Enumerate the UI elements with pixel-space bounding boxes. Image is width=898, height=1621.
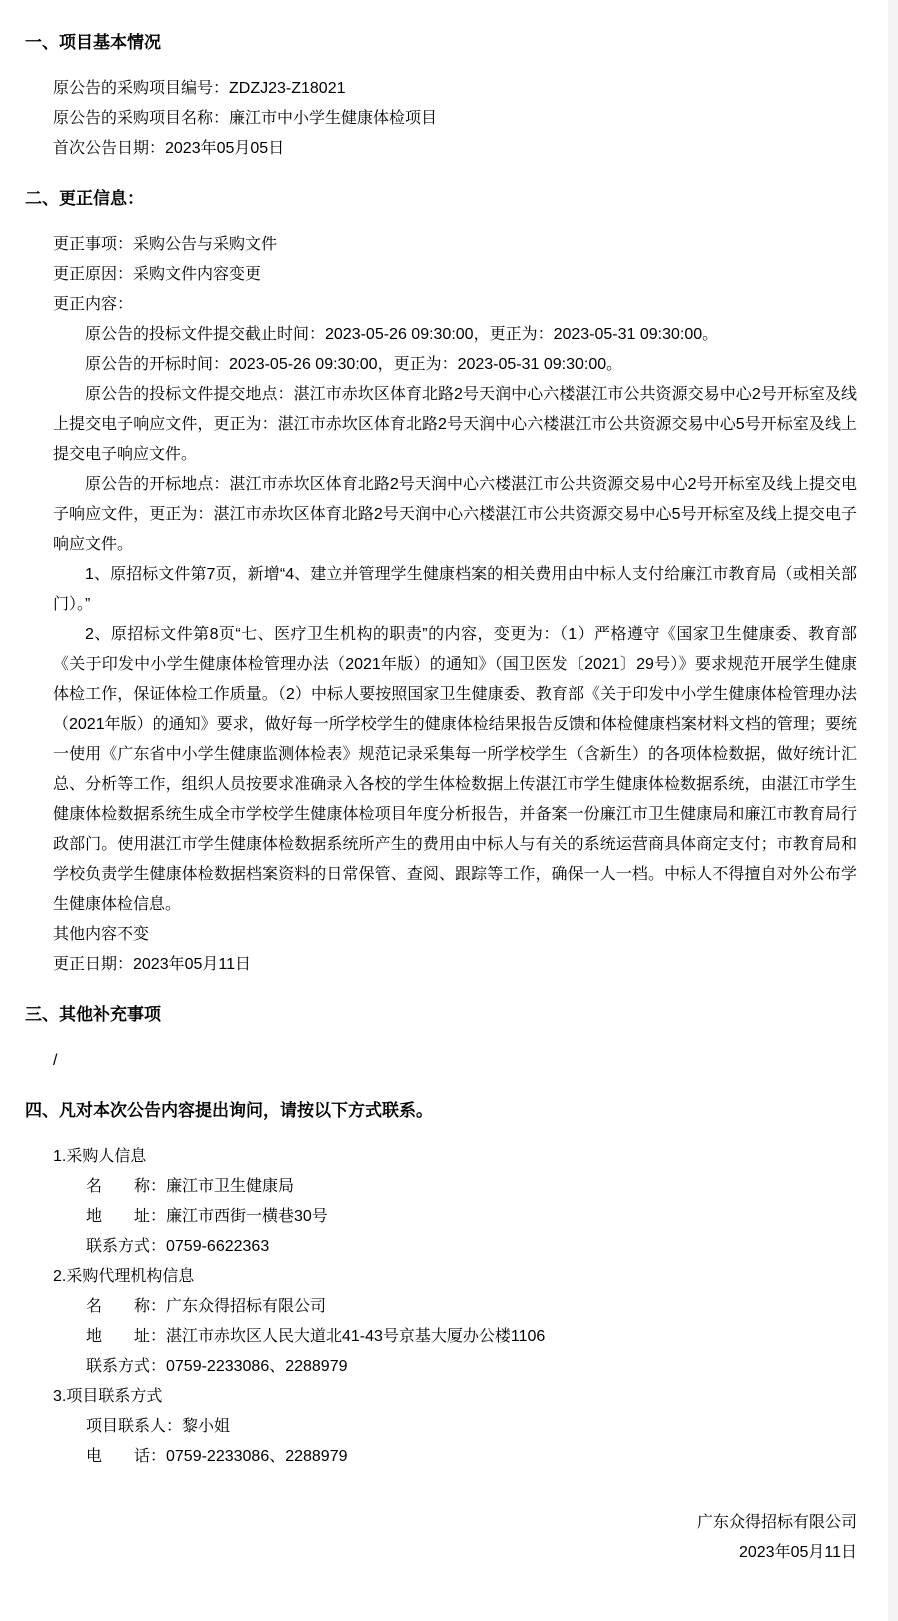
contact-detail: 项目联系人：黎小姐	[86, 1418, 231, 1435]
paragraph: /	[53, 1052, 58, 1069]
paragraph: 更正事项：采购公告与采购文件	[53, 236, 278, 253]
paragraph: 原公告的采购项目名称：廉江市中小学生健康体检项目	[53, 110, 438, 127]
paragraph: 原公告的投标文件提交地点：湛江市赤坎区体育北路2号天润中心六楼湛江市公共资源交易中心2号开标室及线上提交电子响应文件，更正为：湛江市赤坎区体育北路2号天润中心六楼湛江市公共资源交易中心5号开标室及线上提交电子响应文件。	[53, 386, 857, 463]
paragraph: 更正内容：	[53, 296, 134, 313]
section-heading: 四、凡对本次公告内容提出询问，请按以下方式联系。	[25, 1101, 433, 1120]
contact-group-title: 1.采购人信息	[53, 1148, 147, 1165]
paragraph: 1、原招标文件第7页，新增“4、建立并管理学生健康档案的相关费用由中标人支付给廉江市教育局（或相关部门）。”	[53, 566, 857, 613]
signature-date: 2023年05月11日	[738, 1544, 857, 1561]
paragraph: 更正原因：采购文件内容变更	[53, 266, 262, 283]
section-heading: 三、其他补充事项	[25, 1005, 161, 1024]
paragraph: 首次公告日期：2023年05月05日	[53, 140, 285, 157]
paragraph: 原公告的开标地点：湛江市赤坎区体育北路2号天润中心六楼湛江市公共资源交易中心2号开标室及线上提交电子响应文件，更正为：湛江市赤坎区体育北路2号天润中心六楼湛江市公共资源交易中心5号开标室及线上提交电子响应文件。	[53, 476, 857, 553]
paragraph: 2、原招标文件第8页“七、医疗卫生机构的职责”的内容，变更为：（1）严格遵守《国家卫生健康委、教育部《关于印发中小学生健康体检管理办法（2021年版）的通知》（国卫医发〔2021〕29号）》要求规范开展学生健康体检工作，保证体检工作质量。（2）中标人要按照国家卫生健康委、教育部《关于印发中小学生健康体检管理办法（2021年版）的通知》要求，做好每一所学校学生的健康体检结果报告反馈和体检健康档案材料文档的管理；要统一使用《广东省中小学生健康监测体检表》规范记录采集每一所学校学生（含新生）的各项体检数据，做好统计汇总、分析等工作，组织人员按要求准确录入各校的学生体检数据上传湛江市学生健康体检数据系统，由湛江市学生健康体检数据系统生成全市学校学生健康体检项目年度分析报告，并备案一份廉江市卫生健康局和廉江市教育局行政部门。使用湛江市学生健康体检数据系统所产生的费用由中标人与有关的系统运营商具体商定支付；市教育局和学校负责学生健康体检数据档案资料的日常保管、查阅、跟踪等工作，确保一人一档。中标人不得擅自对外公布学生健康体检信息。	[53, 626, 857, 913]
contact-detail: 联系方式：0759-6622363	[86, 1238, 270, 1255]
page-right-gutter	[888, 0, 898, 1621]
contact-group-title: 2.采购代理机构信息	[53, 1268, 195, 1285]
contact-detail: 地 址：廉江市西街一横巷30号	[86, 1208, 328, 1225]
paragraph: 原公告的采购项目编号：ZDZJ23-Z18021	[53, 80, 346, 97]
contact-group-title: 3.项目联系方式	[53, 1388, 163, 1405]
section-heading: 二、更正信息：	[25, 189, 144, 208]
paragraph: 更正日期：2023年05月11日	[53, 956, 252, 973]
contact-detail: 联系方式：0759-2233086、2288979	[86, 1358, 348, 1375]
paragraph: 其他内容不变	[53, 926, 150, 943]
contact-detail: 地 址：湛江市赤坎区人民大道北41-43号京基大厦办公楼1106	[86, 1328, 546, 1345]
contact-detail: 电 话：0759-2233086、2288979	[86, 1448, 348, 1465]
document-body	[25, 32, 857, 1472]
contact-detail: 名 称：廉江市卫生健康局	[86, 1178, 295, 1195]
signature-company: 广东众得招标有限公司	[696, 1514, 857, 1531]
paragraph: 原公告的投标文件提交截止时间：2023-05-26 09:30:00，更正为：2023-05-31 09:30:00。	[85, 326, 719, 343]
paragraph: 原公告的开标时间：2023-05-26 09:30:00，更正为：2023-05-31 09:30:00。	[85, 356, 623, 373]
contact-detail: 名 称：广东众得招标有限公司	[86, 1298, 327, 1315]
section-heading: 一、项目基本情况	[25, 33, 161, 52]
